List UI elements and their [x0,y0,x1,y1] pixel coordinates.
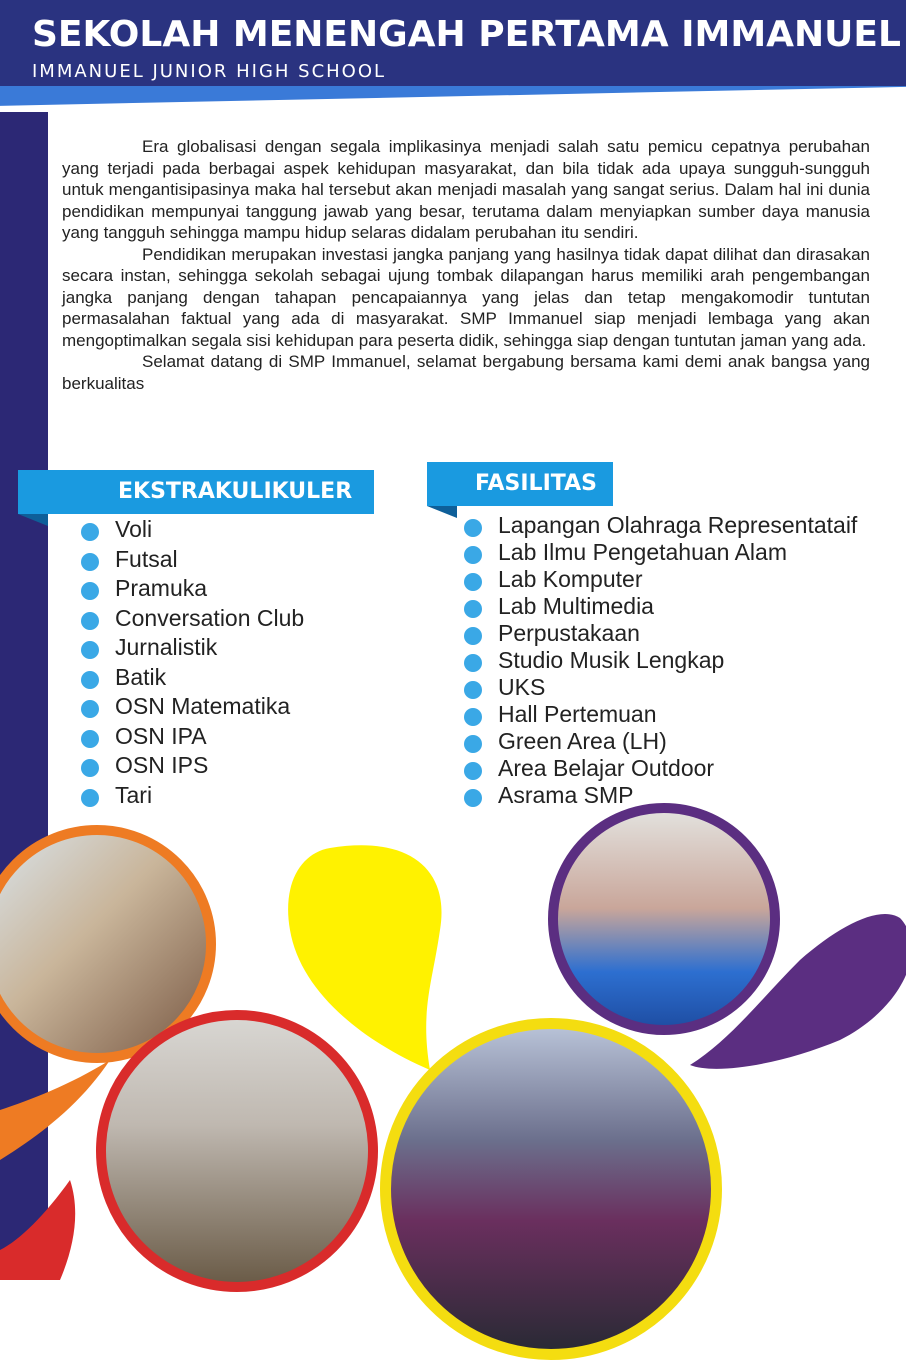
list-item [115,605,304,635]
list-item [115,546,304,576]
assembly-hall-photo [96,1010,378,1292]
list-item-label: Jurnalistik [115,634,218,660]
list-item [115,516,304,546]
list-item [498,674,857,701]
list-item [498,701,857,728]
bullet-icon [81,730,99,748]
bullet-icon [81,582,99,600]
fasilitas-list [498,512,857,809]
list-item [115,782,304,812]
intro-paragraph: Selamat datang di SMP Immanuel, selamat bergabung bersama kami demi anak bangsa yang berkualitas [62,352,870,393]
bullet-icon [464,546,482,564]
list-item-label: Voli [115,516,153,542]
list-item [498,539,857,566]
list-item-label: OSN IPS [115,752,209,778]
list-item-label: UKS [498,674,546,700]
bullet-icon [81,553,99,571]
bullet-icon [464,708,482,726]
list-item [115,664,304,694]
school-subtitle: IMMANUEL JUNIOR HIGH SCHOOL [32,61,387,82]
ribbon-fold [18,514,48,526]
list-item [498,512,857,539]
list-item-label: Green Area (LH) [498,728,667,754]
list-item [115,634,304,664]
list-item [498,566,857,593]
list-item [498,755,857,782]
list-item-label: Tari [115,781,153,808]
list-item [498,593,857,620]
list-item-label: Area Belajar Outdoor [498,755,715,781]
bullet-icon [464,735,482,753]
bullet-icon [81,789,99,807]
students-project-photo [548,803,780,1035]
list-item [498,647,857,674]
ekstrakurikuler-heading [18,470,374,514]
list-item-label: Asrama SMP [498,782,634,808]
ribbon-fold [427,506,457,518]
school-title: SEKOLAH MENENGAH PERTAMA IMMANUEL [32,14,901,55]
bullet-icon [464,762,482,780]
list-item-label: OSN Matematika [115,693,291,719]
list-item-label: Lab Ilmu Pengetahuan Alam [498,539,787,565]
list-item-label: Lapangan Olahraga Representataif [498,512,858,538]
list-item-label: Pramuka [115,575,208,601]
list-item [115,752,304,782]
fasilitas-heading [427,462,613,506]
intro-text [62,136,870,394]
list-item-label: Perpustakaan [498,620,640,646]
fasilitas-heading-label: FASILITAS [475,471,597,496]
list-item-label: OSN IPA [115,722,207,749]
list-item [498,620,857,647]
red-splash [0,1180,75,1280]
bullet-icon [81,671,99,689]
bullet-icon [464,654,482,672]
bullet-icon [464,681,482,699]
list-item [115,575,304,605]
bullet-icon [81,759,99,777]
list-item-label: Lab Komputer [498,566,643,592]
bullet-icon [81,523,99,541]
list-item-label: Lab Multimedia [498,593,654,619]
ekstrakurikuler-heading-label: EKSTRAKULIKULER [118,479,353,504]
bullet-icon [464,600,482,618]
bullet-icon [464,519,482,537]
list-item-label: Futsal [115,545,178,572]
bullet-icon [464,789,482,807]
intro-paragraph: Pendidikan merupakan investasi jangka panjang yang hasilnya tidak dapat dilihat dan dirasakan secara instan, sehingga sekolah sebagai ujung tombak dilapangan harus memiliki arah pengembangan jangka panjang dengan tahapan pencapaiannya yang jelas dan tetap mengakomodir tuntutan permasalahan faktual yang ada di masyarakat. SMP Immanuel siap menjadi lembaga yang akan mengoptimalkan segala sisi kehidupan para peserta didik, sehingga siap dengan tuntutan jaman yang ada. [62,244,870,350]
bullet-icon [81,641,99,659]
choir-photo [380,1018,722,1360]
bullet-icon [81,700,99,718]
list-item-label: Hall Pertemuan [498,701,657,727]
bullet-icon [81,612,99,630]
list-item-label: Batik [115,663,167,690]
orange-splash [0,1060,110,1160]
intro-paragraph: Era globalisasi dengan segala implikasinya menjadi salah satu pemicu cepatnya perubahan yang terjadi pada berbagai aspek kehidupan masyarakat, dan bila tidak ada upaya sungguh-sungguh untuk mengantisipasinya maka hal tersebut akan menjadi masalah yang sangat serius. Dalam hal ini dunia pendidikan mempunyai tanggung jawab yang besar, terutama dalam menyiapkan sumber daya manusia yang tangguh sehingga mampu hidup selaras didalam perubahan itu sendiri. [62,137,870,242]
list-item [115,693,304,723]
list-item [498,728,857,755]
list-item-label: Studio Musik Lengkap [498,647,725,673]
bullet-icon [464,573,482,591]
bullet-icon [464,627,482,645]
list-item [115,723,304,753]
list-item-label: Conversation Club [115,604,305,631]
ekstrakurikuler-list [115,516,304,811]
